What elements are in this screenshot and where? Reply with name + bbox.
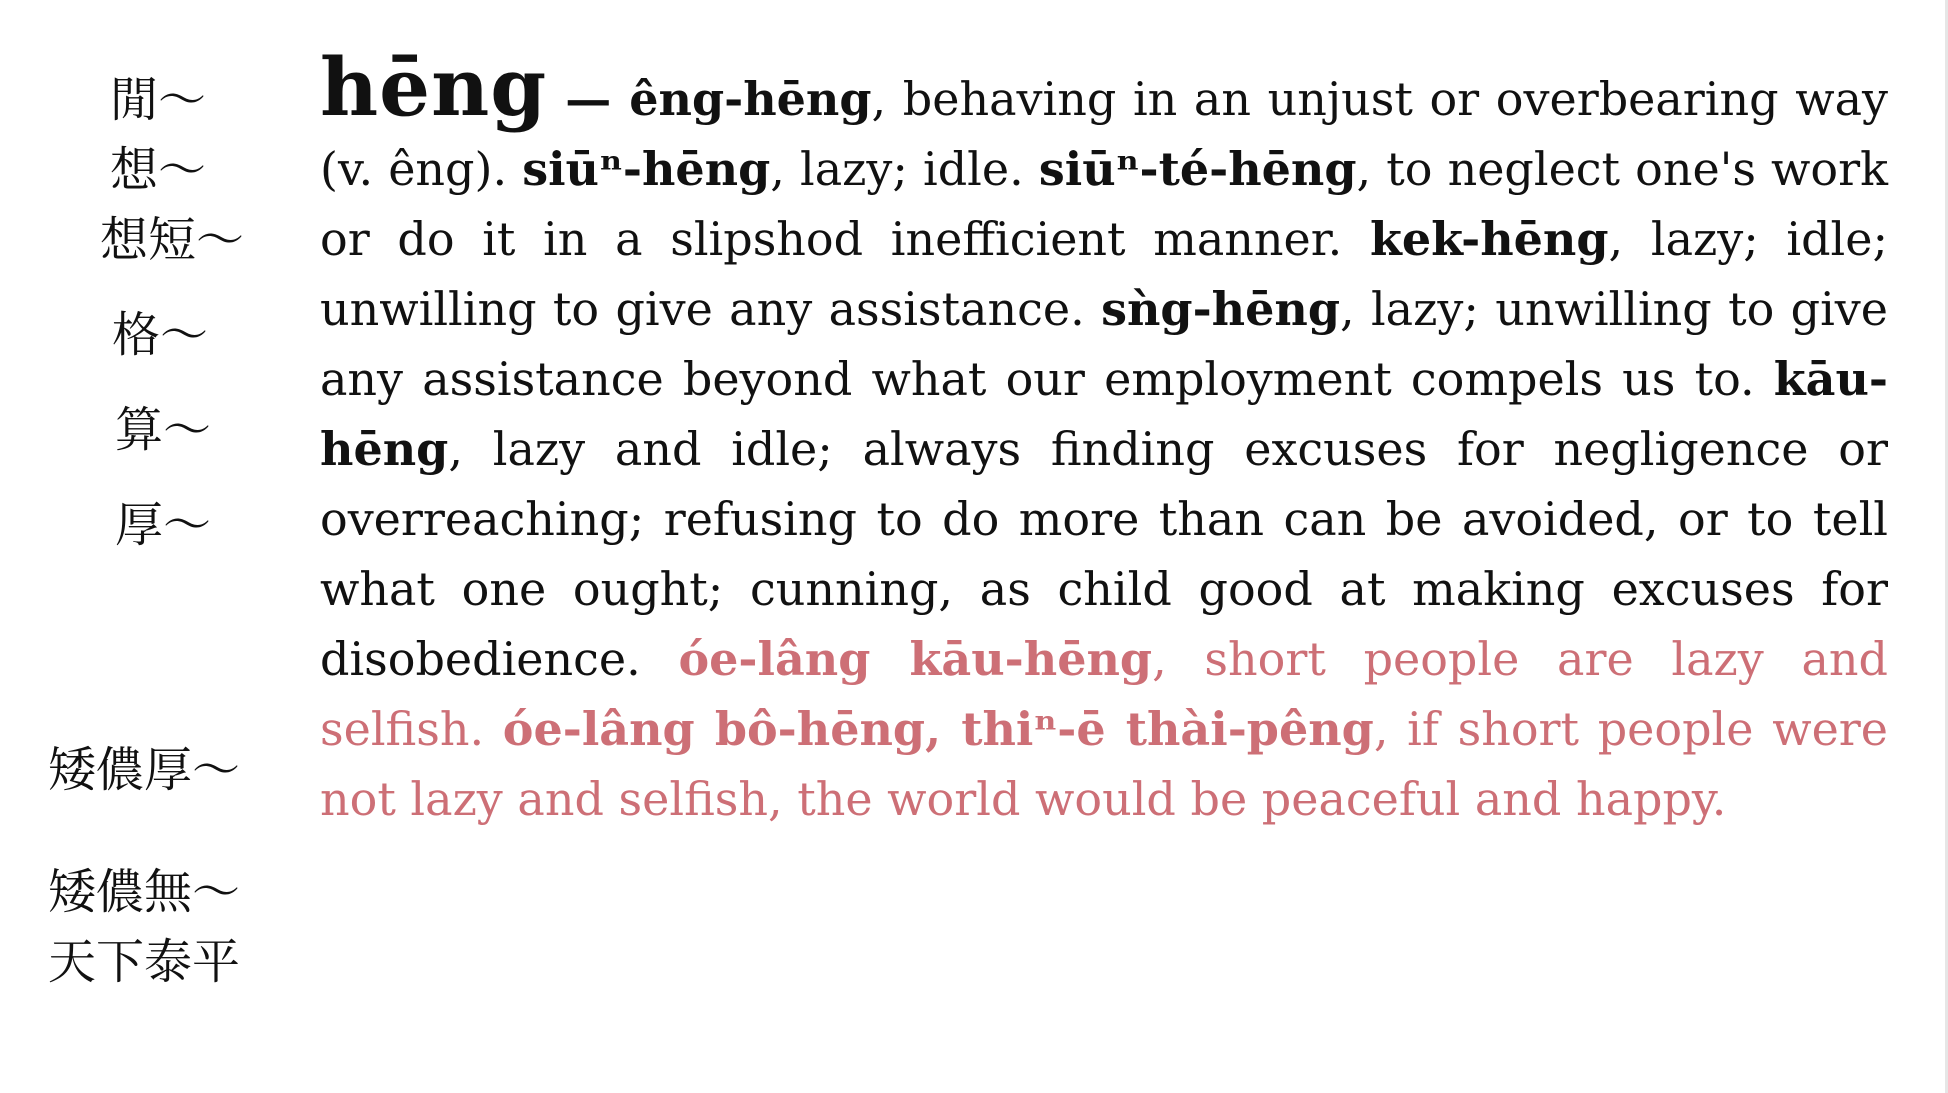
chinese-gloss-3: 想短～ — [100, 212, 245, 268]
chinese-gloss-9: 天下泰平 — [48, 934, 241, 990]
dictionary-entry — [320, 40, 1889, 834]
chinese-gloss-8: 矮儂無～ — [48, 864, 241, 920]
chinese-gloss-4: 格～ — [112, 307, 209, 363]
chinese-gloss-7: 矮儂厚～ — [48, 742, 241, 798]
highlighted-proverb-1: óe-lâng kāu-hēng — [678, 632, 1153, 686]
definition-kau-heng: , lazy and idle; always finding excuses for negligence or overreaching; refusing to do more than can be avoided, or to tell what one ought; cunning, as child good at making excuses for disobedience. — [320, 422, 1888, 686]
compound-kau-heng: kāu-hēng — [320, 352, 1888, 476]
definition-siun-heng: , lazy; idle. — [770, 142, 1039, 196]
definition-sng-heng: , lazy; unwilling to give any assistance beyond what our employment compels us to. — [320, 282, 1889, 406]
highlighted-proverb-1-meaning: , short people are lazy and selfish. — [320, 632, 1888, 756]
highlighted-proverb-2: óe-lâng bô-hēng, thiⁿ-ē thài-pêng — [502, 702, 1374, 756]
compound-siun-heng: siūⁿ-hēng — [522, 142, 771, 196]
chinese-gloss-2: 想～ — [110, 142, 207, 198]
chinese-gloss-5: 算～ — [115, 402, 212, 458]
definition-siun-te-heng: , to neglect one's work or do it in a slipshod inefficient manner. — [320, 142, 1888, 266]
highlighted-proverb-2-meaning: , if short people were not lazy and selfish, the world would be peaceful and happy. — [320, 702, 1888, 826]
compound-siun-te-heng: siūⁿ-té-hēng — [1038, 142, 1357, 196]
compound-eng-heng: êng-hēng — [629, 72, 872, 126]
entry-headword: hēng — [320, 40, 548, 134]
chinese-gloss-1: 閒～ — [110, 72, 207, 128]
entry-dash: — — [547, 72, 630, 126]
compound-sng-heng: sǹg-hēng — [1101, 282, 1340, 336]
definition-eng-heng: , behaving in an unjust or overbearing way (v. êng). — [320, 72, 1888, 196]
definition-kek-heng: , lazy; idle; unwilling to give any assistance. — [320, 212, 1888, 336]
chinese-gloss-6: 厚～ — [115, 497, 212, 553]
chinese-character-gutter — [0, 0, 290, 1093]
compound-kek-heng: kek-hēng — [1369, 212, 1609, 266]
